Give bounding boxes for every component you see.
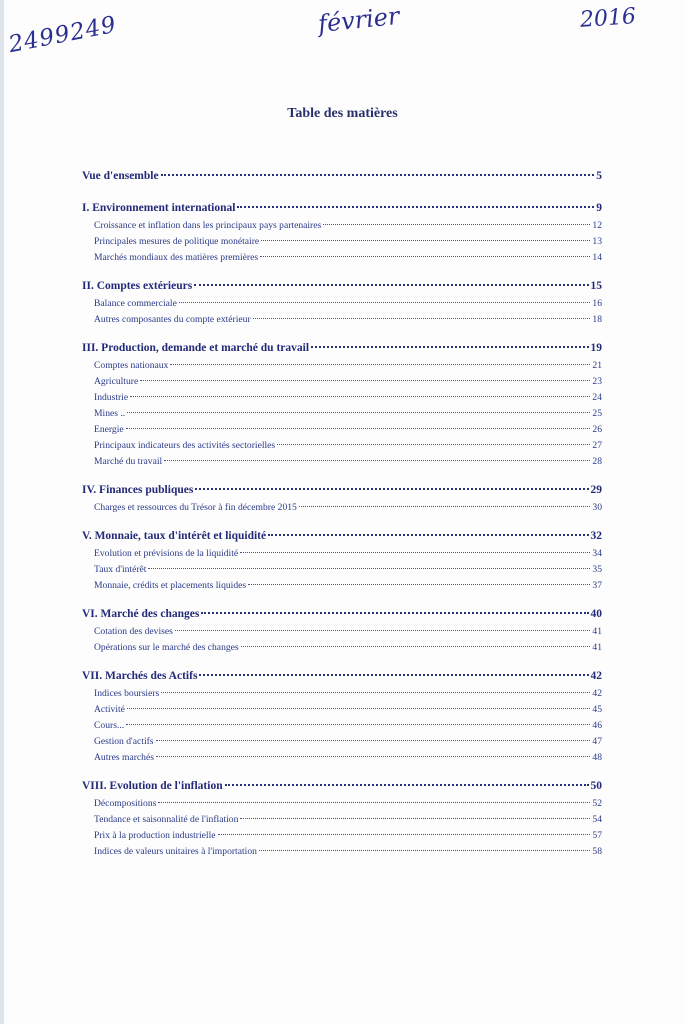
toc-entry-label: Principaux indicateurs des activités sectorielles bbox=[94, 440, 276, 451]
toc-entry-label: Autres marchés bbox=[94, 752, 154, 763]
toc-entry bbox=[82, 408, 602, 424]
toc-entry-page: 28 bbox=[592, 456, 602, 467]
toc-entry bbox=[82, 564, 602, 580]
toc-entry-label: Monnaie, crédits et placements liquides bbox=[94, 580, 247, 591]
toc-entry bbox=[82, 236, 602, 252]
toc-entry bbox=[82, 752, 602, 768]
toc-entry-label: Agriculture bbox=[94, 376, 139, 387]
dot-leader bbox=[130, 396, 590, 397]
scan-edge bbox=[0, 0, 4, 1024]
toc-section bbox=[82, 530, 602, 596]
toc-entry-label: Marché du travail bbox=[94, 456, 163, 467]
toc-entry-label: Mines .. bbox=[94, 408, 126, 419]
toc-entry-page: 14 bbox=[592, 252, 602, 263]
dot-leader bbox=[241, 646, 591, 647]
dot-leader bbox=[156, 740, 591, 741]
toc-entry-page: 54 bbox=[592, 814, 602, 825]
dot-leader bbox=[323, 224, 590, 225]
toc-heading-page: 42 bbox=[590, 670, 602, 682]
toc-entry-page: 24 bbox=[592, 392, 602, 403]
dot-leader bbox=[260, 256, 590, 257]
toc-heading-page: 15 bbox=[590, 280, 602, 292]
toc-entry-page: 16 bbox=[592, 298, 602, 309]
toc-heading-page: 19 bbox=[590, 342, 602, 354]
toc-entry-label: Industrie bbox=[94, 392, 129, 403]
dot-leader bbox=[148, 568, 590, 569]
toc-entry-page: 48 bbox=[592, 752, 602, 763]
toc-entry-label: Energie bbox=[94, 424, 124, 435]
toc-entry bbox=[82, 220, 602, 236]
toc-heading-page: 9 bbox=[596, 202, 602, 214]
toc-entry-page: 46 bbox=[592, 720, 602, 731]
toc-entry bbox=[82, 252, 602, 268]
dot-leader bbox=[240, 818, 590, 819]
page-title: Table des matières bbox=[287, 106, 398, 121]
dot-leader bbox=[126, 724, 590, 725]
toc-heading-page: 5 bbox=[596, 170, 602, 182]
toc-entry-label: Autres composantes du compte extérieur bbox=[94, 314, 251, 325]
toc-entry bbox=[82, 424, 602, 440]
toc-entry-page: 52 bbox=[592, 798, 602, 809]
toc-entry-page: 35 bbox=[592, 564, 602, 575]
dot-leader bbox=[179, 302, 591, 303]
toc-heading-label: III. Production, demande et marché du travail bbox=[82, 342, 310, 354]
toc-section bbox=[82, 608, 602, 658]
toc-entry-label: Charges et ressources du Trésor à fin décembre 2015 bbox=[94, 502, 297, 513]
toc-section-heading bbox=[82, 342, 602, 360]
dot-leader bbox=[201, 612, 588, 614]
toc-entry-page: 41 bbox=[592, 626, 602, 637]
dot-leader bbox=[277, 444, 590, 445]
dot-leader bbox=[158, 802, 590, 803]
toc-entry-label: Indices de valeurs unitaires à l'importation bbox=[94, 846, 257, 857]
toc-section bbox=[82, 780, 602, 862]
toc-entry-page: 34 bbox=[592, 548, 602, 559]
toc-section-heading bbox=[82, 530, 602, 548]
dot-leader bbox=[175, 630, 591, 631]
toc-section bbox=[82, 280, 602, 330]
toc-entry-label: Croissance et inflation dans les principaux pays partenaires bbox=[94, 220, 322, 231]
dot-leader bbox=[127, 412, 590, 413]
toc-entry-label: Gestion d'actifs bbox=[94, 736, 154, 747]
toc-entry bbox=[82, 798, 602, 814]
dot-leader bbox=[170, 364, 590, 365]
toc-entry-page: 47 bbox=[592, 736, 602, 747]
toc-entry-label: Opérations sur le marché des changes bbox=[94, 642, 239, 653]
handwritten-month: février bbox=[316, 1, 401, 39]
toc-section bbox=[82, 484, 602, 518]
toc-entry bbox=[82, 626, 602, 642]
toc-entry-label: Taux d'intérêt bbox=[94, 564, 147, 575]
toc-entry-page: 18 bbox=[592, 314, 602, 325]
toc-entry bbox=[82, 720, 602, 736]
toc-entry-page: 21 bbox=[592, 360, 602, 371]
toc-entry-page: 57 bbox=[592, 830, 602, 841]
toc-entry-label: Balance commerciale bbox=[94, 298, 177, 309]
toc-entry-label: Tendance et saisonnalité de l'inflation bbox=[94, 814, 239, 825]
toc-entry-label: Comptes nationaux bbox=[94, 360, 169, 371]
dot-leader bbox=[126, 428, 591, 429]
toc-section bbox=[82, 670, 602, 768]
toc-section bbox=[82, 170, 602, 190]
toc-entry-label: Cours... bbox=[94, 720, 125, 731]
toc-entry-page: 45 bbox=[592, 704, 602, 715]
toc-entry bbox=[82, 360, 602, 376]
dot-leader bbox=[127, 708, 591, 709]
toc-entry-label: Indices boursiers bbox=[94, 688, 160, 699]
toc-entry bbox=[82, 376, 602, 392]
toc-entry-page: 58 bbox=[592, 846, 602, 857]
toc-entry-page: 25 bbox=[592, 408, 602, 419]
toc-entry bbox=[82, 314, 602, 330]
toc-entry bbox=[82, 688, 602, 704]
toc-heading-page: 32 bbox=[590, 530, 602, 542]
dot-leader bbox=[161, 174, 595, 176]
dot-leader bbox=[253, 318, 591, 319]
toc-heading-page: 50 bbox=[590, 780, 602, 792]
toc-section-heading bbox=[82, 202, 602, 220]
toc-entry-page: 41 bbox=[592, 642, 602, 653]
toc-entry bbox=[82, 704, 602, 720]
toc-section-heading bbox=[82, 670, 602, 688]
toc-entry-page: 42 bbox=[592, 688, 602, 699]
toc-entry-page: 37 bbox=[592, 580, 602, 591]
toc-entry bbox=[82, 548, 602, 564]
toc-entry-label: Décompositions bbox=[94, 798, 157, 809]
toc-entry-label: Evolution et prévisions de la liquidité bbox=[94, 548, 239, 559]
toc-entry-page: 30 bbox=[592, 502, 602, 513]
toc-entry-page: 23 bbox=[592, 376, 602, 387]
toc-section-heading bbox=[82, 170, 602, 190]
toc-entry-label: Principales mesures de politique monétaire bbox=[94, 236, 260, 247]
toc-entry-page: 13 bbox=[592, 236, 602, 247]
toc-entry bbox=[82, 456, 602, 472]
dot-leader bbox=[140, 380, 590, 381]
toc-section-heading bbox=[82, 280, 602, 298]
toc-entry bbox=[82, 736, 602, 752]
toc-heading-label: VIII. Evolution de l'inflation bbox=[82, 780, 223, 792]
toc-entry-label: Prix à la production industrielle bbox=[94, 830, 216, 841]
toc-section bbox=[82, 202, 602, 268]
toc-entry-page: 27 bbox=[592, 440, 602, 451]
table-of-contents bbox=[82, 170, 602, 862]
dot-leader bbox=[164, 460, 590, 461]
toc-section-heading bbox=[82, 608, 602, 626]
toc-entry-label: Activité bbox=[94, 704, 125, 715]
dot-leader bbox=[240, 552, 590, 553]
toc-entry-label: Cotation des devises bbox=[94, 626, 173, 637]
dot-leader bbox=[195, 488, 588, 490]
toc-section-heading bbox=[82, 484, 602, 502]
toc-heading-page: 29 bbox=[590, 484, 602, 496]
handwritten-year: 2016 bbox=[579, 4, 637, 33]
toc-entry-page: 26 bbox=[592, 424, 602, 435]
dot-leader bbox=[225, 784, 589, 786]
toc-heading-label: IV. Finances publiques bbox=[82, 484, 194, 496]
dot-leader bbox=[161, 692, 590, 693]
toc-entry bbox=[82, 580, 602, 596]
toc-entry-page: 12 bbox=[592, 220, 602, 231]
toc-heading-label: I. Environnement international bbox=[82, 202, 236, 214]
dot-leader bbox=[311, 346, 588, 348]
toc-heading-label: VI. Marché des changes bbox=[82, 608, 200, 620]
dot-leader bbox=[261, 240, 590, 241]
handwritten-reference-number: 2499249 bbox=[6, 11, 119, 59]
toc-heading-label: II. Comptes extérieurs bbox=[82, 280, 193, 292]
toc-entry bbox=[82, 830, 602, 846]
toc-entry bbox=[82, 642, 602, 658]
toc-entry bbox=[82, 502, 602, 518]
toc-heading-label: Vue d'ensemble bbox=[82, 170, 159, 182]
dot-leader bbox=[218, 834, 591, 835]
toc-entry bbox=[82, 392, 602, 408]
toc-section-heading bbox=[82, 780, 602, 798]
toc-entry bbox=[82, 440, 602, 456]
dot-leader bbox=[156, 756, 590, 757]
toc-entry-label: Marchés mondiaux des matières premières bbox=[94, 252, 259, 263]
dot-leader bbox=[248, 584, 590, 585]
dot-leader bbox=[194, 284, 588, 286]
toc-heading-label: VII. Marchés des Actifs bbox=[82, 670, 198, 682]
toc-entry bbox=[82, 298, 602, 314]
dot-leader bbox=[268, 534, 588, 536]
toc-entry bbox=[82, 846, 602, 862]
toc-section bbox=[82, 342, 602, 472]
toc-entry bbox=[82, 814, 602, 830]
toc-heading-page: 40 bbox=[590, 608, 602, 620]
toc-heading-label: V. Monnaie, taux d'intérêt et liquidité bbox=[82, 530, 267, 542]
dot-leader bbox=[259, 850, 590, 851]
dot-leader bbox=[199, 674, 588, 676]
dot-leader bbox=[299, 506, 591, 507]
dot-leader bbox=[237, 206, 594, 208]
